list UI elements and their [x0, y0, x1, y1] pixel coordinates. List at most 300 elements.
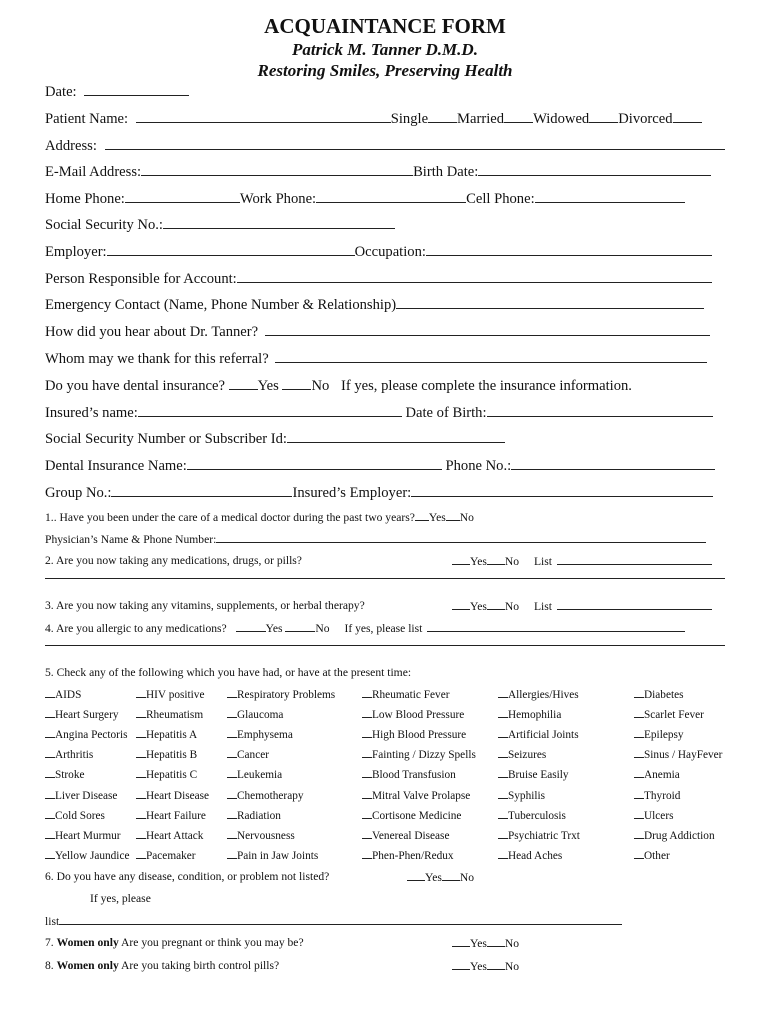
group-no-field[interactable] — [111, 483, 292, 497]
condition-item[interactable] — [45, 849, 129, 862]
patient-name-row — [45, 109, 702, 128]
q8-no-checkbox[interactable] — [487, 959, 505, 970]
condition-item[interactable] — [634, 728, 684, 741]
condition-item[interactable] — [634, 849, 670, 862]
condition-label: Heart Murmur — [55, 829, 121, 842]
q3-yes-label: Yes — [470, 600, 487, 613]
q7-yes-checkbox[interactable] — [452, 936, 470, 947]
condition-label: Drug Addiction — [644, 829, 715, 842]
heard-field[interactable] — [265, 322, 710, 336]
occupation-label: Occupation: — [354, 244, 426, 260]
q8-no-label: No — [504, 960, 520, 973]
occupation-field[interactable] — [426, 242, 712, 256]
q1-text: 1.. Have you been under the care of a medical doctor during the past two years? — [45, 511, 415, 524]
insurance-name-field[interactable] — [187, 456, 442, 470]
q6-answer — [407, 870, 474, 884]
condition-checkbox[interactable] — [362, 829, 372, 839]
q8-text: Are you taking birth control pills? — [121, 959, 280, 972]
condition-checkbox[interactable] — [227, 829, 237, 839]
condition-item[interactable] — [498, 809, 566, 822]
email-field[interactable] — [141, 162, 413, 176]
condition-checkbox[interactable] — [634, 748, 644, 758]
q1-yes-checkbox[interactable] — [415, 510, 429, 521]
q2-row — [45, 554, 302, 567]
condition-item[interactable] — [498, 708, 561, 721]
condition-label: Hepatitis C — [146, 769, 198, 782]
date-field[interactable] — [84, 82, 189, 96]
q4-list-label: If yes, please list — [344, 622, 423, 635]
q7-number: 7. — [45, 936, 54, 949]
condition-item[interactable] — [45, 728, 127, 741]
q6-yes-checkbox[interactable] — [407, 870, 425, 881]
condition-label: HIV positive — [146, 689, 205, 701]
condition-item[interactable] — [45, 789, 117, 802]
q3-text: 3. Are you now taking any vitamins, supplements, or herbal therapy? — [45, 599, 365, 612]
condition-checkbox[interactable] — [45, 728, 55, 738]
condition-item[interactable] — [634, 809, 673, 822]
widowed-label: Widowed — [533, 111, 590, 127]
condition-label: Cancer — [237, 749, 269, 762]
condition-label: Yellow Jaundice — [55, 849, 130, 862]
condition-label: Epilepsy — [644, 729, 684, 742]
q3-row — [45, 599, 365, 612]
form-title: ACQUAINTANCE FORM — [264, 14, 506, 38]
q5-row — [45, 666, 411, 679]
condition-label: High Blood Pressure — [372, 729, 467, 742]
condition-item[interactable] — [498, 829, 580, 842]
insurance-yes-checkbox[interactable] — [229, 376, 258, 390]
condition-label: Tuberculosis — [508, 809, 566, 822]
insured-dob-field[interactable] — [487, 403, 713, 417]
q6-list-field[interactable] — [59, 914, 622, 925]
condition-item[interactable] — [362, 688, 449, 701]
q1-yes-label: Yes — [428, 511, 446, 524]
condition-checkbox[interactable] — [45, 809, 55, 819]
condition-checkbox[interactable] — [498, 708, 508, 718]
q6-no-checkbox[interactable] — [442, 870, 460, 881]
ssn-label: Social Security No.: — [45, 217, 163, 233]
q2-list-label: List — [533, 555, 552, 568]
condition-item[interactable] — [45, 748, 93, 761]
condition-label: Heart Attack — [146, 829, 204, 842]
condition-label: Anemia — [644, 769, 680, 782]
address-field[interactable] — [105, 136, 725, 150]
insured-name-field[interactable] — [138, 403, 402, 417]
condition-checkbox[interactable] — [136, 809, 146, 819]
condition-checkbox[interactable] — [634, 768, 644, 778]
employer-row — [45, 242, 712, 261]
condition-item[interactable] — [227, 829, 295, 842]
condition-label: Blood Transfusion — [372, 769, 456, 782]
condition-label: Leukemia — [237, 769, 283, 782]
condition-item[interactable] — [227, 789, 304, 802]
q3-no-label: No — [504, 600, 520, 613]
condition-checkbox[interactable] — [45, 849, 55, 859]
home-phone-field[interactable] — [125, 189, 240, 203]
divorced-label: Divorced — [618, 111, 673, 127]
condition-checkbox[interactable] — [136, 688, 146, 698]
practice-name: Patrick M. Tanner D.M.D. — [292, 40, 478, 59]
condition-checkbox[interactable] — [362, 849, 372, 859]
ssn-row — [45, 215, 395, 234]
condition-item[interactable] — [136, 728, 197, 741]
q4-yes-label: Yes — [265, 622, 283, 635]
condition-item[interactable] — [45, 688, 81, 701]
condition-label: Heart Failure — [146, 809, 206, 822]
condition-checkbox[interactable] — [227, 789, 237, 799]
condition-checkbox[interactable] — [634, 728, 644, 738]
q6-if-yes: If yes, please — [90, 892, 151, 905]
condition-label: Glaucoma — [237, 709, 284, 722]
address-row — [45, 136, 725, 155]
single-checkbox[interactable] — [428, 109, 457, 123]
q1-no-checkbox[interactable] — [446, 510, 460, 521]
q6-row — [45, 870, 329, 883]
widowed-checkbox[interactable] — [589, 109, 618, 123]
q7-answer — [452, 936, 519, 950]
condition-checkbox[interactable] — [136, 849, 146, 859]
condition-item[interactable] — [498, 688, 579, 701]
email-label: E-Mail Address: — [45, 164, 142, 180]
condition-checkbox[interactable] — [498, 829, 508, 839]
group-row — [45, 483, 713, 502]
condition-label: Cold Sores — [55, 809, 105, 822]
work-phone-field[interactable] — [316, 189, 466, 203]
q6-list-row — [45, 914, 622, 928]
condition-checkbox[interactable] — [498, 849, 508, 859]
condition-item[interactable] — [227, 809, 281, 822]
condition-label: Sinus / HayFever — [644, 749, 723, 762]
q1-no-label: No — [459, 511, 474, 524]
condition-item[interactable] — [227, 748, 269, 761]
condition-checkbox[interactable] — [136, 789, 146, 799]
condition-checkbox[interactable] — [45, 688, 55, 698]
condition-checkbox[interactable] — [227, 688, 237, 698]
q2-yes-label: Yes — [470, 555, 487, 568]
q3-answer — [452, 599, 712, 613]
insurance-yes-label: Yes — [257, 378, 279, 394]
insurance-question: Do you have dental insurance? — [45, 378, 225, 394]
condition-label: Heart Surgery — [55, 709, 119, 722]
condition-item[interactable] — [362, 768, 456, 781]
condition-label: Stroke — [55, 769, 85, 782]
condition-label: Arthritis — [55, 749, 94, 762]
condition-checkbox[interactable] — [634, 809, 644, 819]
q4-row — [45, 621, 685, 635]
condition-label: Rheumatic Fever — [372, 689, 450, 701]
q7-no-checkbox[interactable] — [487, 936, 505, 947]
condition-checkbox[interactable] — [136, 708, 146, 718]
q2-extra-line[interactable] — [45, 578, 725, 579]
patient-name-field[interactable] — [136, 109, 391, 123]
condition-checkbox[interactable] — [227, 849, 237, 859]
q3-yes-checkbox[interactable] — [452, 599, 470, 610]
condition-item[interactable] — [362, 849, 454, 862]
employer-field[interactable] — [107, 242, 355, 256]
q3-list-label: List — [533, 600, 552, 613]
condition-item[interactable] — [634, 708, 704, 721]
condition-checkbox[interactable] — [498, 809, 508, 819]
condition-label: Thyroid — [644, 789, 681, 802]
insurance-question-row — [45, 376, 632, 395]
condition-item[interactable] — [45, 708, 118, 721]
condition-checkbox[interactable] — [136, 768, 146, 778]
date-label: Date: — [45, 84, 77, 100]
condition-label: Low Blood Pressure — [372, 709, 465, 722]
q2-answer — [452, 554, 712, 568]
q4-yes-checkbox[interactable] — [236, 621, 266, 632]
condition-checkbox[interactable] — [634, 829, 644, 839]
condition-checkbox[interactable] — [45, 789, 55, 799]
subscriber-field[interactable] — [287, 429, 505, 443]
condition-checkbox[interactable] — [362, 809, 372, 819]
q8-yes-checkbox[interactable] — [452, 959, 470, 970]
condition-checkbox[interactable] — [227, 708, 237, 718]
condition-item[interactable] — [227, 768, 282, 781]
q8-answer — [452, 959, 519, 973]
condition-label: Fainting / Dizzy Spells — [372, 749, 476, 762]
condition-label: Pacemaker — [146, 849, 196, 862]
condition-item[interactable] — [498, 789, 545, 802]
insurance-note: If yes, please complete the insurance information. — [340, 378, 632, 394]
condition-item[interactable] — [136, 809, 206, 822]
insured-employer-field[interactable] — [411, 483, 713, 497]
email-row — [45, 162, 711, 181]
condition-checkbox[interactable] — [362, 688, 372, 698]
single-label: Single — [390, 111, 429, 127]
condition-item[interactable] — [136, 688, 204, 701]
birth-date-field[interactable] — [478, 162, 711, 176]
condition-label: Syphilis — [508, 789, 546, 802]
employer-label: Employer: — [45, 244, 107, 260]
condition-item[interactable] — [362, 829, 449, 842]
condition-checkbox[interactable] — [362, 789, 372, 799]
condition-label: Mitral Valve Prolapse — [372, 789, 471, 802]
q7-row — [45, 936, 304, 949]
condition-item[interactable] — [634, 829, 715, 842]
q6-no-label: No — [459, 871, 475, 884]
condition-item[interactable] — [136, 829, 203, 842]
condition-item[interactable] — [634, 688, 684, 701]
condition-checkbox[interactable] — [362, 708, 372, 718]
condition-item[interactable] — [227, 708, 283, 721]
condition-checkbox[interactable] — [227, 768, 237, 778]
condition-checkbox[interactable] — [498, 728, 508, 738]
condition-item[interactable] — [227, 849, 318, 862]
condition-checkbox[interactable] — [227, 809, 237, 819]
condition-label: Other — [644, 849, 670, 862]
insurance-phone-field[interactable] — [511, 456, 715, 470]
subscriber-label: Social Security Number or Subscriber Id: — [45, 431, 287, 447]
condition-label: Hepatitis B — [146, 749, 198, 762]
condition-label: Seizures — [508, 749, 547, 762]
condition-checkbox[interactable] — [634, 849, 644, 859]
insurance-no-checkbox[interactable] — [282, 376, 311, 390]
condition-label: Hepatitis A — [146, 729, 198, 742]
q4-list-field[interactable] — [427, 621, 685, 632]
emergency-field[interactable] — [396, 295, 704, 309]
condition-label: Respiratory Problems — [237, 689, 336, 701]
q7-no-label: No — [504, 937, 520, 950]
heard-row — [45, 322, 710, 341]
condition-checkbox[interactable] — [136, 748, 146, 758]
q2-list-field[interactable] — [557, 554, 712, 565]
emergency-label: Emergency Contact (Name, Phone Number & Relationship) — [45, 297, 397, 313]
condition-item[interactable] — [362, 728, 466, 741]
home-phone-label: Home Phone: — [45, 191, 125, 207]
q3-no-checkbox[interactable] — [487, 599, 505, 610]
condition-checkbox[interactable] — [634, 688, 644, 698]
referral-label: Whom may we thank for this referral? — [45, 351, 269, 367]
condition-label: Cortisone Medicine — [372, 809, 462, 822]
q8-yes-label: Yes — [470, 960, 487, 973]
insured-name-label: Insured’s name: — [45, 405, 138, 421]
physician-field[interactable] — [216, 532, 706, 543]
condition-checkbox[interactable] — [136, 728, 146, 738]
condition-label: Ulcers — [644, 809, 674, 822]
insured-employer-label: Insured’s Employer: — [292, 485, 412, 501]
heard-label: How did you hear about Dr. Tanner? — [45, 324, 259, 340]
condition-checkbox[interactable] — [498, 748, 508, 758]
q3-list-field[interactable] — [557, 599, 712, 610]
cell-phone-field[interactable] — [535, 189, 685, 203]
q8-number: 8. — [45, 959, 54, 972]
q2-text: 2. Are you now taking any medications, drugs, or pills? — [45, 554, 302, 567]
referral-row — [45, 349, 707, 368]
condition-label: Liver Disease — [55, 789, 118, 802]
condition-label: Psychiatric Trxt — [508, 829, 580, 842]
condition-label: Emphysema — [237, 729, 293, 742]
subscriber-row — [45, 429, 505, 448]
condition-label: Head Aches — [508, 849, 563, 862]
condition-label: Angina Pectoris — [55, 729, 128, 742]
divorced-checkbox[interactable] — [673, 109, 702, 123]
condition-item[interactable] — [45, 829, 121, 842]
physician-label: Physician’s Name & Phone Number: — [45, 533, 217, 546]
condition-item[interactable] — [498, 748, 546, 761]
work-phone-label: Work Phone: — [239, 191, 317, 207]
condition-item[interactable] — [498, 728, 579, 741]
patient-name-label: Patient Name: — [45, 111, 129, 127]
practice-tagline: Restoring Smiles, Preserving Health — [257, 61, 513, 80]
responsible-field[interactable] — [237, 269, 712, 283]
q7-text: Are you pregnant or think you may be? — [121, 936, 304, 949]
insurance-no-label: No — [311, 378, 330, 394]
q8-row — [45, 959, 279, 972]
emergency-row — [45, 295, 704, 314]
responsible-label: Person Responsible for Account: — [45, 271, 237, 287]
date-row — [45, 82, 189, 101]
condition-label: Hemophilia — [508, 709, 562, 722]
condition-checkbox[interactable] — [498, 688, 508, 698]
phone-row — [45, 189, 685, 208]
condition-label: Chemotherapy — [237, 789, 304, 802]
condition-checkbox[interactable] — [498, 789, 508, 799]
insured-name-row — [45, 403, 713, 422]
condition-item[interactable] — [227, 688, 335, 701]
condition-label: Rheumatism — [146, 709, 204, 722]
condition-checkbox[interactable] — [136, 829, 146, 839]
condition-item[interactable] — [634, 768, 680, 781]
q6-list-label: list — [45, 915, 60, 928]
condition-item[interactable] — [136, 849, 196, 862]
condition-checkbox[interactable] — [498, 768, 508, 778]
condition-checkbox[interactable] — [362, 728, 372, 738]
condition-checkbox[interactable] — [362, 768, 372, 778]
condition-checkbox[interactable] — [45, 748, 55, 758]
condition-label: Nervousness — [237, 829, 295, 842]
condition-item[interactable] — [498, 768, 569, 781]
condition-checkbox[interactable] — [634, 708, 644, 718]
condition-item[interactable] — [136, 708, 203, 721]
condition-checkbox[interactable] — [45, 829, 55, 839]
group-no-label: Group No.: — [45, 485, 112, 501]
condition-item[interactable] — [45, 768, 85, 781]
cell-phone-label: Cell Phone: — [466, 191, 535, 207]
condition-checkbox[interactable] — [227, 748, 237, 758]
condition-item[interactable] — [498, 849, 562, 862]
condition-label: Radiation — [237, 809, 281, 822]
condition-checkbox[interactable] — [227, 728, 237, 738]
q4-no-label: No — [315, 622, 330, 635]
married-checkbox[interactable] — [504, 109, 533, 123]
condition-label: Phen-Phen/Redux — [372, 849, 454, 862]
condition-item[interactable] — [227, 728, 293, 741]
condition-label: Artificial Joints — [508, 729, 579, 742]
condition-item[interactable] — [45, 809, 105, 822]
q2-yes-checkbox[interactable] — [452, 554, 470, 565]
condition-label: AIDS — [55, 689, 82, 701]
married-label: Married — [457, 111, 505, 127]
q1-row — [45, 510, 474, 524]
address-label: Address: — [45, 138, 97, 154]
condition-item[interactable] — [362, 809, 461, 822]
condition-item[interactable] — [634, 748, 722, 761]
insurance-phone-label: Phone No.: — [445, 458, 512, 474]
condition-label: Pain in Jaw Joints — [237, 849, 319, 862]
q4-text: 4. Are you allergic to any medications? — [45, 622, 227, 635]
q4-no-checkbox[interactable] — [285, 621, 315, 632]
q2-no-checkbox[interactable] — [487, 554, 505, 565]
condition-label: Bruise Easily — [508, 769, 569, 782]
physician-row — [45, 532, 706, 546]
condition-item[interactable] — [136, 768, 197, 781]
condition-checkbox[interactable] — [634, 789, 644, 799]
q7-yes-label: Yes — [470, 937, 487, 950]
q7-women-only: Women only — [56, 936, 119, 949]
condition-checkbox[interactable] — [45, 708, 55, 718]
q5-text: 5. Check any of the following which you have had, or have at the present time: — [45, 666, 412, 679]
condition-item[interactable] — [634, 789, 680, 802]
ssn-field[interactable] — [163, 215, 395, 229]
condition-item[interactable] — [362, 789, 470, 802]
condition-checkbox[interactable] — [362, 748, 372, 758]
responsible-row — [45, 269, 712, 288]
condition-label: Venereal Disease — [372, 829, 450, 842]
q4-extra-line[interactable] — [45, 645, 725, 646]
condition-item[interactable] — [136, 789, 209, 802]
referral-field[interactable] — [275, 349, 707, 363]
condition-label: Diabetes — [644, 689, 684, 701]
condition-item[interactable] — [136, 748, 197, 761]
q6-text: 6. Do you have any disease, condition, or problem not listed? — [45, 870, 330, 883]
birth-date-label: Birth Date: — [413, 164, 479, 180]
insurance-name-label: Dental Insurance Name: — [45, 458, 187, 474]
condition-item[interactable] — [362, 748, 476, 761]
insurance-name-row — [45, 456, 715, 475]
condition-item[interactable] — [362, 708, 464, 721]
condition-checkbox[interactable] — [45, 768, 55, 778]
